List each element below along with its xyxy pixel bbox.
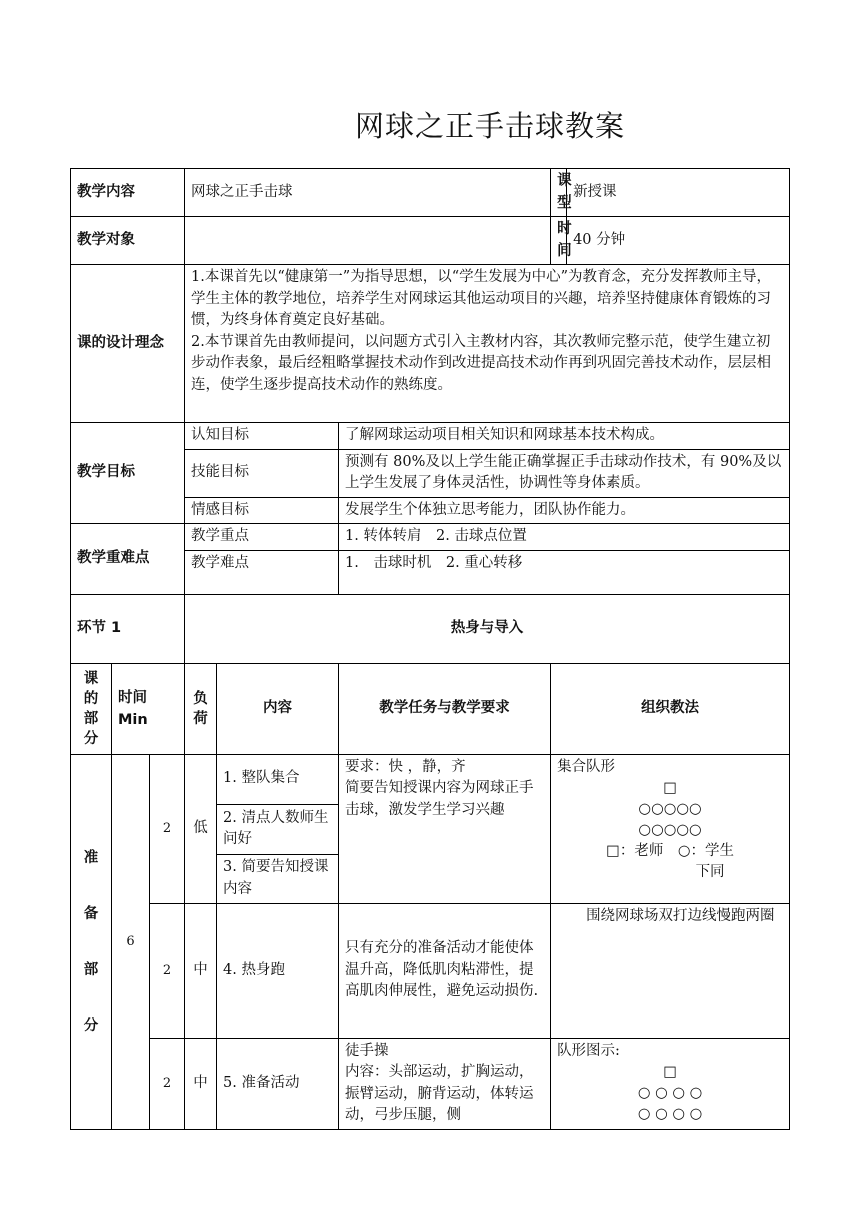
type-value: 新授课 — [567, 169, 790, 217]
prep-item-5: 5. 准备活动 — [217, 1038, 339, 1129]
prep-row-1 — [71, 754, 790, 804]
header-content: 内容 — [217, 663, 339, 754]
prep-total-time: 6 — [112, 754, 150, 1129]
design-paragraph-1: 1.本课首先以“健康第一”为指导思想，以“学生发展为中心”为教育念，充分发挥教师主导，学生主体的教学地位，培养学生对网球运其他运动项目的兴趣，培养坚持健康体育锻炼的习惯，为终身体育奠定良好基础。 — [191, 269, 772, 328]
keypoint-row — [71, 524, 790, 551]
formation2-students-row-1: ○ ○ ○ ○ — [637, 1085, 703, 1101]
hard-label: 教学难点 — [185, 550, 339, 594]
key-text: 1. 转体转肩 2. 击球点位置 — [339, 524, 790, 551]
key-label: 教学重点 — [185, 524, 339, 551]
header-load: 负 荷 — [185, 663, 217, 754]
document-title: 网球之正手击球教案 — [354, 109, 625, 143]
prep-row1-method — [551, 754, 790, 903]
formation2-title: 队形图示: — [557, 1042, 620, 1059]
info-row-target — [71, 217, 790, 265]
skill-text: 预测有 80%及以上学生能正确掌握正手击球动作技术，有 90%及以上学生发展了身体灵活性，协调性等身体素质。 — [339, 449, 790, 497]
lesson-plan-table — [70, 168, 790, 1130]
header-time: 时间 Min — [112, 663, 185, 754]
section-label: 环节 1 — [71, 594, 185, 663]
formation-title: 集合队形 — [557, 758, 616, 775]
cognitive-label: 认知目标 — [185, 423, 339, 450]
design-label: 课的设计理念 — [71, 265, 185, 423]
column-header-row — [71, 663, 790, 754]
prep-row3-time: 2 — [150, 1038, 185, 1129]
skill-label: 技能目标 — [185, 449, 339, 497]
prep-item-1: 1. 整队集合 — [217, 754, 339, 804]
header-method: 组织教法 — [551, 663, 790, 754]
prep-item-2: 2. 清点人数师生问好 — [217, 804, 339, 854]
cognitive-text: 了解网球运动项目相关知识和网球基本技术构成。 — [339, 423, 790, 450]
emotion-label: 情感目标 — [185, 497, 339, 524]
hard-text: 1. 击球时机 2. 重心转移 — [339, 550, 790, 594]
design-paragraph-2: 2.本节课首先由教师提问，以问题方式引入主教材内容，其次教师完整示范，使学生建立初步动作表象，最后经粗略掌握技术动作到改进提高技术动作再到巩固完善技术动作，层层相连，使学生逐步提高技术动作的熟练度。 — [191, 333, 772, 393]
content-value: 网球之正手击球 — [185, 169, 551, 217]
prep-row1-load: 低 — [185, 754, 217, 903]
prep-row-2 — [71, 903, 790, 1038]
formation-legend: □：老师 ○：学生 — [606, 843, 734, 859]
formation-students-row-1: ○○○○○ — [638, 801, 702, 817]
formation2-teacher: □ — [663, 1064, 677, 1080]
time-label: 时间 — [551, 217, 567, 265]
prep-part-label: 准 备 部 分 — [71, 754, 112, 1129]
goal-row-cognitive — [71, 423, 790, 450]
info-row-content — [71, 169, 790, 217]
formation2-students-row-2: ○ ○ ○ ○ — [637, 1106, 703, 1122]
keypoints-label: 教学重难点 — [71, 524, 185, 595]
formation-students-row-2: ○○○○○ — [638, 822, 702, 838]
design-row — [71, 265, 790, 423]
prep-row-3 — [71, 1038, 790, 1129]
time-value: 40 分钟 — [567, 217, 790, 265]
type-label: 课型 — [551, 169, 567, 217]
section-name: 热身与导入 — [185, 594, 790, 663]
prep-row3-task: 徒手操 内容：头部运动，扩胸运动，振臂运动，腑背运动，体转运动，弓步压腿，侧 — [339, 1038, 551, 1129]
prep-row2-method: 围绕网球场双打边线慢跑两圈 — [551, 903, 790, 1038]
target-label: 教学对象 — [71, 217, 185, 265]
content-label: 教学内容 — [71, 169, 185, 217]
prep-row1-time: 2 — [150, 754, 185, 903]
emotion-text: 发展学生个体独立思考能力，团队协作能力。 — [339, 497, 790, 524]
target-value — [185, 217, 551, 265]
formation-teacher: □ — [663, 780, 677, 796]
header-part: 课 的 部 分 — [71, 663, 112, 754]
goals-label: 教学目标 — [71, 423, 185, 524]
design-text — [185, 265, 790, 423]
prep-item-3: 3. 简要告知授课内容 — [217, 854, 339, 903]
section-row — [71, 594, 790, 663]
formation-note: 下同 — [695, 864, 725, 880]
prep-row3-method — [551, 1038, 790, 1129]
prep-row2-task: 只有充分的准备活动才能使体温升高，降低肌肉粘滞性，提高肌肉伸展性，避免运动损伤. — [339, 903, 551, 1038]
header-task: 教学任务与教学要求 — [339, 663, 551, 754]
prep-row1-task: 要求：快 ，静，齐 简要告知授课内容为网球正手击球，激发学生学习兴趣 — [339, 754, 551, 903]
prep-row2-time: 2 — [150, 903, 185, 1038]
prep-row3-load: 中 — [185, 1038, 217, 1129]
prep-item-4: 4. 热身跑 — [217, 903, 339, 1038]
prep-row2-load: 中 — [185, 903, 217, 1038]
